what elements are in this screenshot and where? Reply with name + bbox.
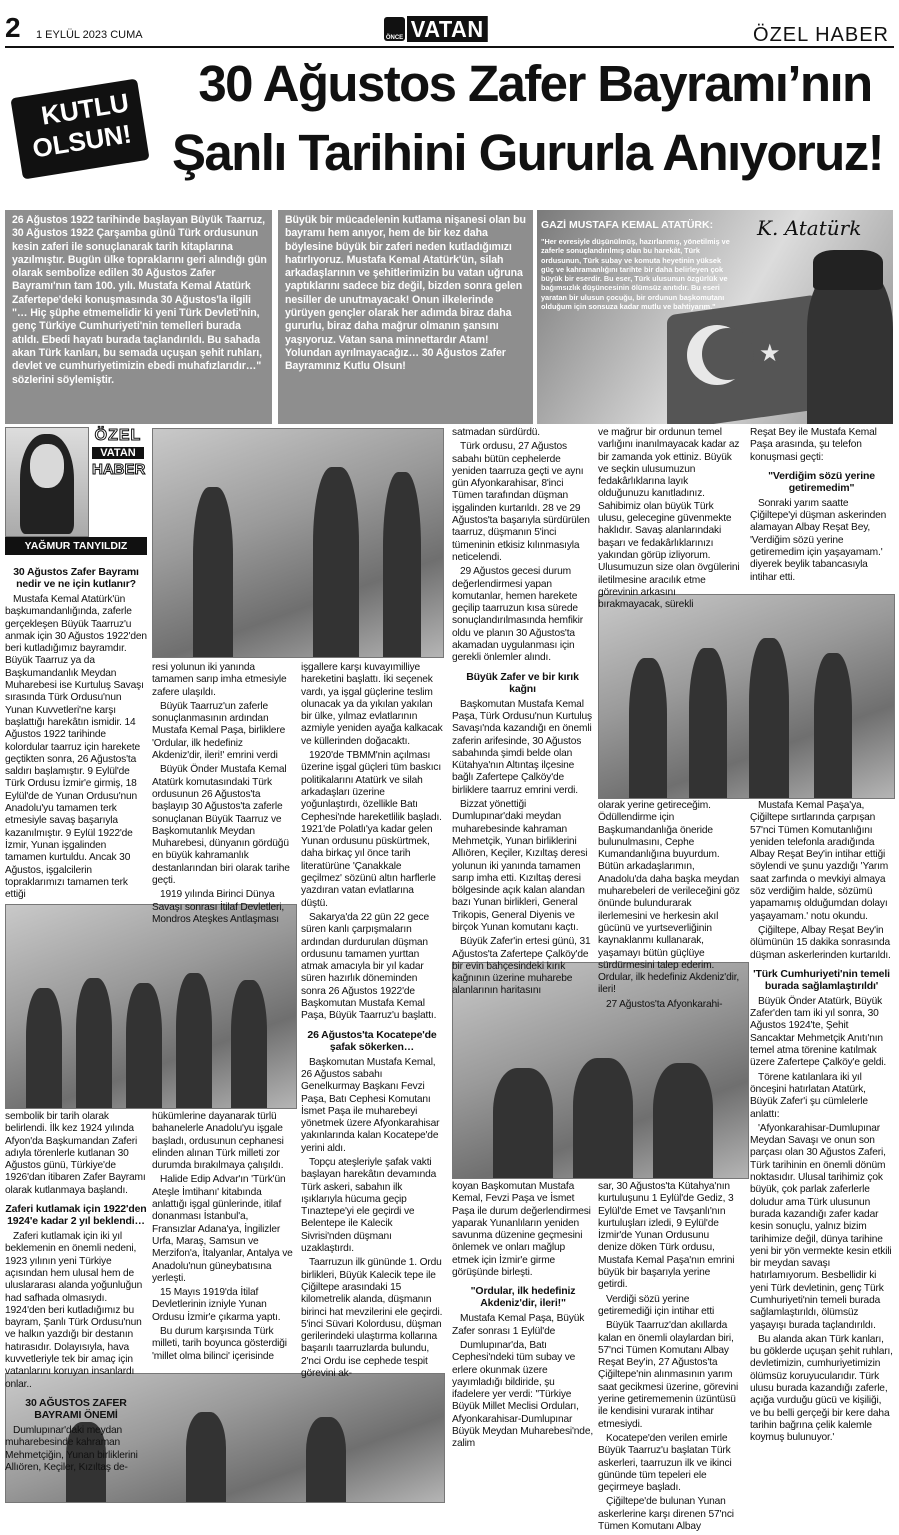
paragraph: Dumlupınar'da, Batı Cephesi'ndeki tüm subay ve erlere okunmak üzere yayımladığı bildiride, şu ifadelere yer verdi: "Türkiye Büyük Millet Meclisi Orduları, Afyonkarahisar-Dumlupınar Büyük Meydan Muharebesi'nde, zalim (452, 1339, 594, 1450)
paragraph: işgallere karşı kuvayımilliye hareketini başlattı. İki seçenek vardı, ya işgal güçlerine teslim olunacak ya da yıkılan yakılan bir ülke, yılmaz evlatlarının azmiyle yeniden ayağa kalkacak ve küllerinden doğacaktı. (301, 662, 443, 747)
heading-importance: 30 AĞUSTOS ZAFER BAYRAMI ÖNEMİ (25, 1396, 127, 1421)
heading-cumhuriyet-temeli: 'Türk Cumhuriyeti'nin temeli burada sağlamlaştırıldı' (753, 967, 890, 992)
heading-why-wait: Zaferi kutlamak için 1922'den 1924'e kadar 2 yıl beklendi… (5, 1203, 147, 1228)
paragraph: Bizzat yönettiği Dumlupınar'daki meydan muharebesinde kahraman Mehmetçik, Yunan birliklerini Allıören, Keçiler, Kızıltaş deresi yolunun iki yanında tamamen sarıp imha etti. Kızıltaş deresi bölgesinde açık kalan alandan bazı Yunan birlikleri, General Trikopis, General Diyenis ve birçok Yunan komutanı kaçtı. (452, 799, 588, 933)
figure (493, 1068, 553, 1178)
ozel-vatan-haber-badge (92, 427, 144, 535)
figure (126, 983, 162, 1108)
section-name: ÖZEL HABER (753, 24, 889, 46)
paragraph: Verdiği sözü yerine getiremediği için intihar etti (598, 1293, 715, 1317)
column-5-bottom (598, 1181, 740, 1535)
paragraph: resi yolunun iki yanında tamamen sarıp imha etmesiyle zafere ulaşıldı. (152, 662, 287, 698)
paragraph: Çiğiltepe, Albay Reşat Bey'in ölümünün 15 dakika sonrasında düşman askerlerinden kurtarıldı. (750, 924, 891, 961)
paragraph: Mustafa Kemal Paşa, Büyük Zafer sonrası 1 Eylül'de (452, 1313, 585, 1337)
paragraph: Sonraki yarım saatte Çiğiltepe'yi düşman askerinden alamayan Albay Reşat Bey, 'Verdiğim sözü yerine getiremedim için yaşayamam.' diyerek beylik tabancasıyla intihar etti. (750, 497, 887, 583)
figure (186, 1412, 226, 1502)
column-1-bottom (5, 1111, 147, 1476)
paragraph: olarak yerine getireceğim. Ödüllendirme için Başkumandanlığa öneride bulunulmasını, Cephe Kumandanlığına buyurdum. Bütün arkadaşlarımın, Anadolu'da daha başka meydan muharebeleri de verileceğini göz önünde bulundurarak ilerlemesini ve herkesin akıl gücünü ve yurtseverliğinin kaynaklanmı kullanarak, yaşamayı bütün güçlüye sürdürmesini talep ederim. Ordular, ilk hedefiniz Akdeniz'dir, ileri! (598, 800, 740, 996)
photo-ataturk-field (152, 428, 444, 658)
column-4-bottom (452, 1181, 594, 1453)
paragraph: Bu durum karşısında Türk milleti, tarih boyunca gösterdiği 'millet olma bilinci' içerisinde (152, 1326, 287, 1362)
paragraph: koyan Başkomutan Mustafa Kemal, Fevzi Paşa ve İsmet Paşa ile durum değerlendirmesi yaparak Yunanlıların yeniden savunma düzenine geçmesini önlemek ve onları mağlup etmek için İzmir'e girme görüşünde birleşti. (452, 1181, 591, 1279)
heading-what-is: 30 Ağustos Zafer Bayramı nedir ve ne için kutlanır? (13, 566, 139, 590)
logo-crest-icon (384, 17, 405, 41)
figure (193, 487, 233, 657)
paragraph: 1920'de TBMM'nin açılması üzerine işgal güçleri tüm baskıcı politikalarını Atatürk ve silah arkadaşları üzerine yoğunlaştırdı, özellikle Batı Cephesi'nde hareketlilik başladı. 1921'de Polatlı'ya kadar gelen Yunan ordusunu püskürtmek, daha birkaç yıl önce tarih literatürüne 'Çanakkale geçilmez' sözünü altın harflerle yazdıran vatan evlatlarına düştü. (301, 750, 442, 909)
author-face (30, 444, 64, 488)
figure (629, 658, 667, 798)
logo-wordmark: VATAN (407, 16, 487, 42)
paragraph: Topçu ateşleriyle şafak vakti başlayan harekâtın devamında Türk askeri, sabahın ilk ışıklarıyla hücuma geçip Tınaztepe'yi ele geçirdi ve Belentepe ile Kalecik Sivrisi'nden düşmanı uzaklaştırdı. (301, 1156, 437, 1255)
figure (231, 980, 267, 1108)
paragraph: hükümlerine dayanarak türlü bahanelerle Anadolu'yu işgale başladı, ordusunun cephanesi elinden alınan Türk milleti zor durumda bırakılmaya çalışıldı. (152, 1111, 284, 1172)
badge-line2: OLSUN! (30, 118, 134, 164)
paragraph: Kocatepe'den verilen emirle Büyük Taarruz'u başlatan Türk askerleri, taarruzun ilk ve ikinci gününde tüm tepeleri ele geçirmeye başladı. (598, 1432, 732, 1494)
figure (313, 467, 359, 657)
column-2-top (152, 662, 294, 928)
paragraph: 29 Ağustos gecesi durum değerlendirmesi yapan komutanlar, hemen harekete geçilip taarruzun kısa sürede sonuçlandırılmasında hemfikir oldu ve planın 30 Ağustos'ta akamadan uygulanması için gerekli önlemler alındı. (452, 566, 583, 664)
intro-text-1: 26 Ağustos 1922 tarihinde başlayan Büyük Taarruz, 30 Ağustos 1922 Çarşamba günü Türk ordusunun kesin zaferi ile sonuçlanarak tarih kitaplarına yazılmıştır. Bugün ülke topraklarını geri alındığı gün olarak sembolize edilen 30 Ağustos Zafer Bayramı'nın tam 100. yılı. Mustafa Kemal Atatürk Zafertepe'deki konuşmasında 30 Ağustos'la ilgili "… Hiç şüphe etmemelidir ki yeni Türk Devleti'nin, genç Türkiye Cumhuriyeti'nin temelleri burada atıldı. Ebedi hayatı burada taçlandırıldı. Bu sahada akan Türk kanları, bu semada uçuşan şehit ruhları, devlet ve cumhuriyetimizin ebedi muhafızlarıdır…" sözlerini söylemiştir. (12, 214, 267, 386)
column-2-bottom (152, 1111, 294, 1365)
paragraph: 1919 yılında Birinci Dünya Savaşı sonrası İtilaf Devletleri, Mondros Ateşkes Antlaşması (152, 889, 285, 925)
figure (26, 988, 62, 1108)
author-photo (5, 427, 89, 537)
figure (689, 648, 727, 798)
author-name: YAĞMUR TANYILDIZ (5, 537, 147, 555)
column-1-top (5, 560, 147, 903)
issue-date: 1 EYLÜL 2023 CUMA (36, 29, 143, 41)
logo-small-text: ÖNCE (385, 35, 404, 41)
page-number: 2 (5, 12, 21, 43)
paragraph: Taarruzun ilk gününde 1. Ordu birlikleri, Büyük Kalecik tepe ile Çiğiltepe arasındaki 15 kilometrelik alanda, düşmanın birinci hat mevzilerini ele geçirdi. 5'inci Süvari Kolordusu, düşman gerilerindeki ulaştırma kollarına başarılı taarruzlarda bulundu, 2'nci Ordu ise cephede tespit görevini ak- (301, 1257, 443, 1380)
paragraph: Mustafa Kemal Atatürk'ün başkumandanlığında, zaferle gerçekleşen Büyük Taarruz'u anmak için 30 Ağustos 1922'den beri kutladığımız bayramdır. Büyük Taarruz ya da Başkumandanlık Meydan Muharebesi ise Kurtuluş Savaşı sırasında Türk Ordusu'nun Yunan Kuvvetleri'ne karşı başlattığı harekâtın ismidir. 14 Ağustos 1922 tarihinde kolordular taarruz için harekete geçtikten sonra, 26 Ağustos'ta saldırı başlamıştır. 9 Eylül'de Türk Ordusu İzmir'e girmiş, 18 Eylül'de de Yunan Ordusu'nun Anadolu'yu tamamen terk etmesiyle savaş başarıyla kazanılmıştır. 9 Eylül 1922'de İzmir, Yunan işgalinden tamamen kurtuldu. Ancak 30 Ağustos, işgalcilerin topraklarımızı tamamen terk ettiği (5, 594, 147, 901)
paragraph: Zaferi kutlamak için iki yıl beklemenin en önemli nedeni, 1923 yılının yeni Türkiye açısından hem ulusal hem de uluslararası alanda yoğunluğun had safhada olmasıydı. 1924'den beri kutladığımız bu bayram, Şanlı Türk Ordusu'nun ve halkın yazdığı bir destanın hatırasıdır. Dolayısıyla, hava kuvvetleriyle tek bir amaç için vatanlarını koruyan insanlardı onlar.. (5, 1231, 143, 1390)
paragraph: Halide Edip Advar'ın 'Türk'ün Ateşle İmtihanı' kitabında anlattığı işgal günlerinde, itilaf donanması İstanbul'a, Fransızlar Adana'ya, İngilizler Urfa, Maraş, Samsun ve Merzifon'a, İtalyanlar, Antalya ve Anadolu'nun güneybatısına yerleşti. (152, 1174, 293, 1284)
badge-vatan: VATAN (92, 447, 144, 459)
paragraph: 15 Mayıs 1919'da İtilaf Devletlerinin izniyle Yunan Ordusu İzmir'e çıkarma yaptı. (152, 1287, 281, 1323)
column-5-top (598, 427, 740, 613)
column-6-top (750, 427, 893, 586)
paragraph: Mustafa Kemal Paşa'ya, Çiğiltepe sırtlarında çarpışan 57'nci Tümen Komutanlığını yeniden telefonla aradığında Albay Reşat Bey'in intihar ettiği söylendi ve şunu yazdığı 'Yarım saat zarfında o mevkiyi almaya söz verdiğim halde, sözümü yapamamış olduğumdan dolayı yaşayamam.' notu okundu. (750, 800, 889, 922)
intro-text-2: Büyük bir mücadelenin kutlama nişanesi olan bu bayramı hem anıyor, hem de bir kez daha böylesine büyük bir zaferi neden kutladığımızı hatırlıyoruz. Mustafa Kemal Atatürk'ün, silah arkadaşlarının ve şehitlerimizin bu vatan uğruna yaptıklarını sadece biz değil, bizden sonra gelen nesiller de unutmayacak! Onun ilkelerinde yürüyen gençler olarak her adımda biraz daha gururlu, biraz daha mağrur olmanın şansını yaşıyoruz. Vatan sana minnettardır Atam! Yolundan ayrılmayacağız… 30 Ağustos Zafer Bayramınız Kutlu Olsun! (285, 214, 526, 373)
ataturk-quote-box (537, 210, 893, 424)
figure (573, 1058, 633, 1178)
figure (653, 1063, 713, 1178)
figure (306, 1417, 346, 1502)
paragraph: Büyük Taarruz'un zaferle sonuçlanmasının ardından Mustafa Kemal Paşa, birliklere 'Ordular, ilk hedefiniz Akdeniz'dir, ileri!' emrini verdi (152, 700, 286, 762)
kutlu-olsun-badge (6, 82, 158, 182)
figure (749, 638, 789, 798)
ataturk-kalpak (813, 250, 883, 290)
paragraph: Törene katılanlara iki yıl önceşini hatırlatan Atatürk, Büyük Zafer'i şu cümlelerle anlattı: (750, 1071, 868, 1120)
newspaper-logo (384, 16, 510, 42)
paragraph: Sakarya'da 22 gün 22 gece süren kanlı çarpışmaların ardından durdurulan düşman ordusunu tamamen yurttan atmak amacıyla bir yıl kadar süren hazırlık döneminden sonra 26 Ağustos 1922'de Başkomutan Mustafa Kemal Paşa, Büyük Taarruz'u başlattı. (301, 911, 437, 1022)
photo-officers-group-1 (5, 904, 297, 1109)
paragraph: sembolik bir tarih olarak belirlendi. İlk kez 1924 yılında Afyon'da Başkumandan Zaferi adıyla törenlerle kutlanan 30 Ağustos günü, Türkiye'de 1926'dan itibaren Zafer Bayramı olarak kutlanmaya başlandı. (5, 1111, 146, 1196)
paragraph: Çiğiltepe'de bulunan Yunan askerlerine karşı direnen 57'nci Tümen Komutanı Albay (598, 1496, 734, 1533)
paragraph: 'Afyonkarahisar-Dumlupınar Meydan Savaşı ve onun son parçası olan 30 Ağustos Zaferi, Türk tarihinin en önemli dönüm noktasıdır. Ulusal tarihimiz çok büyük, çok parlak zaferlerle doludur ama Türk ulusunun burada kazandığı zafer kadar kesin sonuçlu, yalnız bizim tarihimize değil, dünya tarihine yeni bir yön vermekte kesin etkili bir meydan savaşı hatırlamıyorum. Besbellidir ki yeni Türk devletinin, genç Türk Cumhuriyeti'nin temeli burada sağlamlaştırıldı, ölümsüz yaşayışı burada taçlandırıldı. (750, 1122, 892, 1331)
ataturk-quote: "Her evresiyle düşünülmüş, hazırlanmış, yönetilmiş ve zaferle sonuçlandırılmış olan bu harekât, Türk ordusunun, Türk subay ve komuta heyetinin yüksek güç ve kahramanlığını tarihte bir daha belirleyen çok büyük bir eserdir. Bu eser, Türk ulusunun özgürlük ve bağımsızlık düşüncesinin ölümsüz anıtıdır. Bu eseri yaratan bir ulusun çocuğu, bir ordunun başkomutanı olduğum için sonsuza kadar mutlu ve bahtiyarım." (541, 237, 730, 312)
figure (76, 978, 112, 1108)
paragraph: Büyük Önder Mustafa Kemal Atatürk komutasındaki Türk ordusunun 26 Ağustos'ta başlayıp 30 Ağustos'ta zaferle sonuçlanan Büyük Taarruz ve Başkomutanlık Meydan Muharebesi, dünyanın gördüğü en büyük kahramanlık destanlarından biri olarak tarihe geçti. (152, 764, 290, 887)
paragraph: 27 Ağustos'ta Afyonkarahi- (606, 998, 723, 1010)
column-3 (301, 662, 443, 1382)
badge-haber: HABER (92, 461, 146, 478)
signature: K. Atatürk (757, 216, 862, 240)
figure (176, 973, 212, 1108)
photo-officers-group-2 (598, 594, 895, 799)
flag-crescent-cut (702, 328, 754, 380)
paragraph: Başkomutan Mustafa Kemal Paşa, Türk Ordusu'nun Kurtuluş Savaşı'nda kazandığı en önemli zaferin arifesinde, 30 Ağustos sabahında şimdi belde olan Kütahya'nın Altıntaş ilçesine bağlı Zafertepe Çalköy'de birliklere taarruz emrini verdi. (452, 698, 592, 796)
ataturk-label: GAZİ MUSTAFA KEMAL ATATÜRK: (541, 219, 714, 231)
paragraph: satmadan sürdürdü. (452, 427, 540, 438)
heading-verdigim-soz: "Verdiğim sözü yerine getiremedim" (768, 469, 875, 494)
paragraph: Dumlupınar'daki meydan muharebesinde kahraman Mehmetçiğin, Yunan birliklerini Allıören, Keçiler, Kızıltaş de- (5, 1424, 138, 1473)
heading-ordular: "Ordular, ilk hedefiniz Akdeniz'dir, ileri!" (470, 1285, 576, 1310)
column-4-top (452, 427, 593, 1000)
paragraph: Büyük Önder Atatürk, Büyük Zafer'den tam iki yıl sonra, 30 Ağustos 1924'te, Şehit Sancaktar Mehmetçik Anıtı'nın temel atma törenine katılmak üzere Zafertepe Çalköy'e geldi. (750, 995, 887, 1069)
paragraph: Reşat Bey ile Mustafa Kemal Paşa arasında, şu telefon konuşmasi geçti: (750, 427, 877, 463)
paragraph: Büyük Taarruz'dan akıllarda kalan en önemli olaylardan biri, 57'nci Tümen Komutanı Albay Reşat Bey'in, 27 Ağustos'ta Çiğiltepe'nin alınmasının yarım saat gecikmesi üzerine, görevini yerine getirememenin üzüntüsü ile kendisini vurarak intihar etmesiydi. (598, 1320, 739, 1430)
headline-line1: 30 Ağustos Zafer Bayramı’nın (198, 55, 872, 112)
paragraph: Bu alanda akan Türk kanları, bu göklerde uçuşan şehit ruhları, devletimizin, cumhuriyetimizin ölümsüz koruyucularıdır. Türk ulusu burada kazandığı zaferle, açığa vurduğu gücü ve kişiliği, ve bu belli gerçeği bir kere daha tarihin bağrına çelik kalemle koymuş bulunuyor.' (750, 1333, 893, 1444)
paragraph: sar, 30 Ağustos'ta Kütahya'nın kurtuluşunu 1 Eylül'de Gediz, 3 Eylül'de Emet ve Tavşanlı'nın kurtuluşları izledi, 9 Eylül'de İzmir'de Yunan Ordusunu denize döken Türk ordusu, Mustafa Kemal Paşa'nın emrini büyük bir başarıyla yerine getirdi. (598, 1181, 735, 1291)
column-5-mid (598, 800, 740, 1013)
paragraph: Büyük Zafer'in ertesi günü, 31 Ağustos'ta Zafertepe Çalköy'de bir evin bahçesindeki kırık kağnının üzerine muharebe alanlarının haritasını (452, 936, 591, 997)
paragraph: Türk ordusu, 27 Ağustos sabahı bütün cephelerde yeniden taarruza geçti ve aynı gün Afyonkarahisar, 8'inci Tümen tarafından düşman işgalinden kurtarıldı. 28 ve 29 Ağustos'ta başarıyla sürdürülen taarruz, düşmanın 5'inci tümeninin etkisiz kılınmasıyla neticelendi. (452, 441, 590, 563)
header-rule (5, 46, 894, 48)
paragraph: Başkomutan Mustafa Kemal, 26 Ağustos sabahı Genelkurmay Başkanı Fevzi Paşa, Batı Cephesi Komutanı İsmet Paşa ile muharebeyi yönetmek üzere Afyonkarahisar yakınlarında kalan Kocatepe'de yerini aldı. (301, 1056, 440, 1154)
badge-line1: KUTLU (39, 87, 131, 131)
badge-ozel: ÖZEL (94, 427, 142, 444)
figure (383, 472, 421, 657)
paragraph: ve mağrur bir ordunun temel varlığını inanılmayacak kadar az bir zamanda yok ettiniz. Büyük ve seçkin ulusumuzun fedakârlıklarına layık olduğunuzu kanıtladınız. Sahibimiz olan büyük Türk ulusu, gelecegine güvenmekte haklıdır. Savaş alanlarındaki başarı ve fedakârlıklarınızı yakından görüp izliyorum. Ulusumuzun size olan övgülerini iletilmesine aracılık etme görevinin arkasını bırakmayacak, sürekli (598, 427, 740, 611)
heading-kocatepe: 26 Ağustos'ta Kocatepe'de şafak sökerken… (307, 1028, 437, 1053)
headline-line2: Şanlı Tarihini Gururla Anıyoruz! (171, 124, 884, 181)
column-6-bottom (750, 800, 893, 1447)
figure (814, 653, 852, 798)
heading-kirik-kagni: Büyük Zafer ve bir kırık kağnı (466, 670, 579, 695)
flag-star-icon: ★ (759, 340, 781, 367)
